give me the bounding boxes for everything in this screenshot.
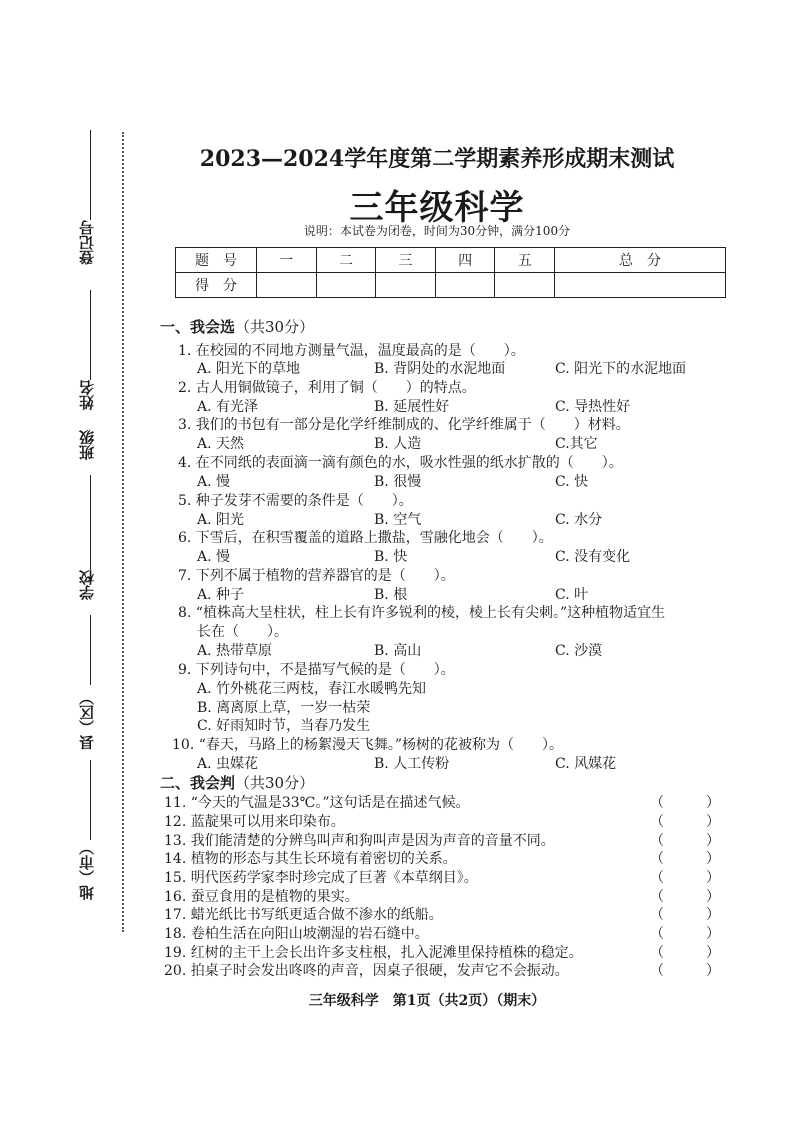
cut-line — [122, 132, 124, 932]
option[interactable]: C. 沙漠 — [555, 643, 603, 659]
score-input-cell[interactable] — [376, 273, 436, 298]
option-row — [197, 640, 757, 660]
section1-title: 一、我会选 — [160, 318, 236, 336]
city-label: 地（市） — [78, 840, 96, 900]
option[interactable]: B. 离离原上草，一岁一枯荣 — [197, 700, 371, 716]
school-line — [90, 615, 91, 685]
judge-item: 13. 我们能清楚的分辨鸟叫声和狗叫声是因为声音的音量不同。 — [164, 833, 555, 849]
answer-parentheses[interactable]: （ ） — [650, 907, 720, 923]
option-row — [197, 471, 757, 491]
option-row — [197, 358, 757, 378]
option[interactable]: A. 阳光 — [197, 512, 245, 528]
option[interactable]: A. 天然 — [197, 436, 245, 452]
score-cell: 题 号 — [176, 248, 257, 273]
judge-item: 19. 红树的主干上会长出许多支柱根，扎入泥滩里保持植株的稳定。 — [164, 945, 583, 961]
option-row — [197, 546, 757, 566]
score-cell: 五 — [495, 248, 555, 273]
score-cell: 四 — [435, 248, 495, 273]
score-input-cell[interactable] — [495, 273, 555, 298]
score-cell: 一 — [257, 248, 317, 273]
answer-parentheses[interactable]: （ ） — [650, 851, 720, 867]
option[interactable]: B. 快 — [374, 549, 408, 565]
option[interactable]: A. 种子 — [197, 587, 245, 603]
option[interactable]: C. 没有变化 — [555, 549, 631, 565]
question-stem: 5. 种子发芽不需要的条件是（ ）。 — [178, 493, 413, 509]
county-label: 县（区） — [78, 690, 96, 750]
option[interactable]: B. 根 — [374, 587, 408, 603]
answer-parentheses[interactable]: （ ） — [650, 945, 720, 961]
option[interactable]: A. 虫媒花 — [197, 756, 259, 772]
option[interactable]: C. 水分 — [555, 512, 603, 528]
question-stem: 10. “春天，马路上的杨絮漫天飞舞。”杨树的花被称为（ ）。 — [172, 737, 564, 753]
option[interactable]: C. 阳光下的水泥地面 — [555, 361, 687, 377]
option[interactable]: C. 快 — [555, 474, 589, 490]
question-stem: 3. 我们的书包有一部分是化学纤维制成的、化学纤维属于（ ）材料。 — [178, 417, 630, 433]
option[interactable]: A. 竹外桃花三两枝，春江水暖鸭先知 — [197, 681, 427, 697]
judge-item: 15. 明代医药学家李时珍完成了巨著《本草纲目》。 — [164, 870, 478, 886]
judge-item: 20. 拍桌子时会发出咚咚的声音，因桌子很硬，发声它不会振动。 — [164, 963, 569, 979]
option[interactable]: C.其它 — [555, 436, 598, 452]
section2-heading — [160, 772, 314, 793]
option[interactable]: C. 导热性好 — [555, 399, 631, 415]
answer-parentheses[interactable]: （ ） — [650, 795, 720, 811]
option-row — [197, 509, 757, 529]
question-stem: 9. 下列诗句中，不是描写气候的是（ ）。 — [178, 662, 455, 678]
class-line — [90, 475, 91, 570]
name-line — [90, 290, 91, 380]
question-stem: 1. 在校园的不同地方测量气温，温度最高的是（ ）。 — [178, 343, 525, 359]
score-input-cell[interactable] — [257, 273, 317, 298]
option[interactable]: B. 高山 — [374, 643, 422, 659]
option-row — [197, 584, 757, 604]
score-cell: 三 — [376, 248, 436, 273]
option[interactable]: B. 空气 — [374, 512, 422, 528]
exam-title: 2023—2024学年度第二学期素养形成期末测试 — [199, 146, 675, 172]
binding-margin — [72, 130, 104, 930]
option[interactable]: A. 有光泽 — [197, 399, 259, 415]
option-row — [197, 396, 757, 416]
answer-parentheses[interactable]: （ ） — [650, 963, 720, 979]
section1-note: （共30分） — [235, 318, 315, 336]
option[interactable]: B. 延展性好 — [374, 399, 450, 415]
answer-parentheses[interactable]: （ ） — [650, 926, 720, 942]
answer-parentheses[interactable]: （ ） — [650, 814, 720, 830]
option[interactable]: B. 人造 — [374, 436, 422, 452]
option[interactable]: A. 热带草原 — [197, 643, 273, 659]
question-stem: 2. 古人用铜做镜子，利用了铜（ ）的特点。 — [178, 380, 476, 396]
question-stem: 6. 下雪后，在积雪覆盖的道路上撒盐，雪融化地会（ ）。 — [178, 530, 553, 546]
judge-item: 12. 蓝靛果可以用来印染布。 — [164, 814, 345, 830]
question-stem: 7. 下列不属于植物的营养器官的是（ ）。 — [178, 568, 455, 584]
score-table — [175, 247, 726, 298]
option[interactable]: B. 很慢 — [374, 474, 422, 490]
subject-title: 三年级科学 — [349, 188, 525, 228]
answer-parentheses[interactable]: （ ） — [650, 833, 720, 849]
score-cell: 得 分 — [176, 273, 257, 298]
option-row — [197, 433, 757, 453]
section2-title: 二、我会判 — [160, 774, 236, 792]
judge-item: 14. 植物的形态与其生长环境有着密切的关系。 — [164, 851, 457, 867]
section2-note: （共30分） — [235, 774, 315, 792]
score-table-header-row — [176, 248, 726, 273]
judge-item: 11. “今天的气温是33℃。”这句话是在描述气候。 — [164, 795, 470, 811]
option[interactable]: C. 好雨知时节，当春乃发生 — [197, 718, 371, 734]
score-cell: 总 分 — [555, 248, 726, 273]
option[interactable]: B. 背阴处的水泥地面 — [374, 361, 506, 377]
page-footer: 三年级科学 第1页（共2页）（期末） — [308, 993, 546, 1009]
score-input-cell[interactable] — [316, 273, 376, 298]
option[interactable]: C. 风媒花 — [555, 756, 617, 772]
instructions: 说明：本试卷为闭卷，时间为30分钟，满分100分 — [303, 224, 571, 238]
score-input-cell[interactable] — [555, 273, 726, 298]
question-stem-continued: 长在（ ）。 — [197, 624, 288, 640]
score-cell: 二 — [316, 248, 376, 273]
school-label: 学校 — [78, 570, 96, 600]
section1-heading — [160, 316, 314, 337]
question-stem: 8. “植株高大呈柱状，柱上长有许多锐利的棱，棱上长有尖刺。”这种植物适宜生 — [178, 605, 666, 621]
option[interactable]: A. 慢 — [197, 549, 231, 565]
county-line — [90, 760, 91, 840]
judge-item: 18. 卷柏生活在向阳山坡潮湿的岩石缝中。 — [164, 926, 429, 942]
option-row — [197, 753, 757, 773]
question-stem: 4. 在不同纸的表面滴一滴有颜色的水，吸水性强的纸水扩散的（ ）。 — [178, 455, 623, 471]
registration-label: 登记号 — [78, 220, 96, 265]
option[interactable]: A. 阳光下的草地 — [197, 361, 301, 377]
answer-parentheses[interactable]: （ ） — [650, 870, 720, 886]
option[interactable]: A. 慢 — [197, 474, 231, 490]
score-input-cell[interactable] — [435, 273, 495, 298]
option[interactable]: C. 叶 — [555, 587, 589, 603]
judge-item: 16. 蚕豆食用的是植物的果实。 — [164, 889, 359, 905]
option[interactable]: B. 人工传粉 — [374, 756, 450, 772]
class-label: 班级 — [78, 430, 96, 460]
name-label: 姓名 — [78, 380, 96, 410]
judge-item: 17. 蜡光纸比书写纸更适合做不渗水的纸船。 — [164, 907, 443, 923]
answer-parentheses[interactable]: （ ） — [650, 889, 720, 905]
score-table-score-row — [176, 273, 726, 298]
